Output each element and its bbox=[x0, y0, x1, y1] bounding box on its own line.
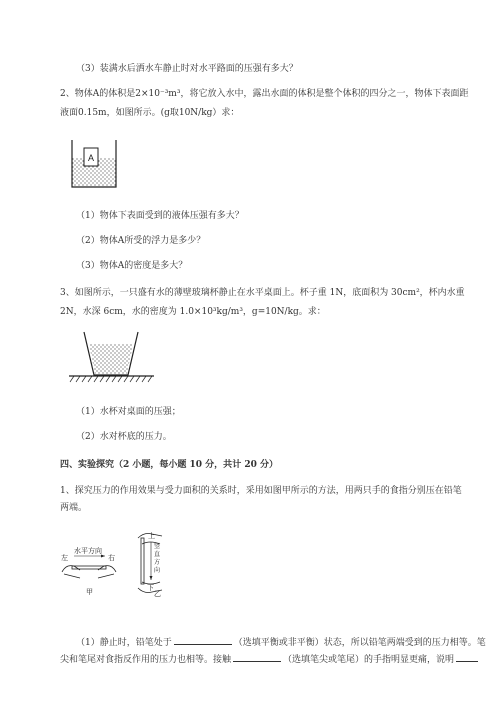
q3-stem-line1: 3、如图所示，一只盛有水的薄壁玻璃杯静止在水平桌面上。杯子重 1N，底面积为 30cm²，杯内水重 bbox=[60, 288, 465, 298]
block-a-label: A bbox=[87, 153, 95, 163]
q3-part2: （2）水对杯底的压力。 bbox=[76, 432, 172, 442]
exp1-q2-part-b: （选填笔尖或笔尾）的手指明显更痛，说明 bbox=[283, 655, 455, 665]
q2-part1: （1）物体下表面受到的液体压强有多大？ bbox=[76, 211, 244, 221]
pencil-press-figure bbox=[60, 528, 200, 603]
label-left: 左 bbox=[61, 554, 68, 562]
label-bottom: 下 bbox=[147, 584, 154, 592]
label-yi: 乙 bbox=[154, 590, 161, 598]
answer-blank-2[interactable] bbox=[233, 652, 281, 662]
exp1-q1-line2 bbox=[60, 652, 480, 666]
q3-part1: （1）水杯对桌面的压强； bbox=[76, 407, 181, 417]
exp1-q2-part-a: 尖和笔尾对食指反作用的压力也相等。接触 bbox=[60, 655, 232, 665]
label-vertical-2: 直 bbox=[154, 552, 161, 558]
exp1-stem-line2: 两端。 bbox=[60, 503, 88, 513]
q2-part2: （2）物体A所受的浮力是多少？ bbox=[76, 236, 206, 246]
label-vertical-3: 方 bbox=[154, 560, 161, 566]
exp1-q1-line1 bbox=[76, 635, 486, 649]
q2-stem-line1: 2、物体A的体积是2×10⁻³m³，将它放入水中，露出水面的体积是整个体积的四分之一，物体下表面距 bbox=[60, 89, 469, 99]
label-right: 右 bbox=[108, 554, 115, 562]
label-vertical-4: 向 bbox=[154, 568, 161, 574]
q2-stem-line2: 液面0.15m，如图所示。(g取10N/kg）求： bbox=[60, 108, 240, 118]
exp1-q1-part-a: （1）静止时，铅笔处于 bbox=[76, 638, 172, 648]
q3-stem-line2: 2N，水深 6cm，水的密度为 1.0×10³kg/m³，g=10N/kg。求： bbox=[60, 307, 326, 317]
q2-beaker-figure bbox=[66, 136, 122, 192]
q2-part3: （3）物体A的密度是多大？ bbox=[76, 261, 188, 271]
q3-glass-figure bbox=[66, 328, 156, 386]
section-4-title: 四、实验探究（2 小题，每小题 10 分，共计 20 分） bbox=[60, 460, 278, 470]
q-prev-part3: （3）装满水后洒水车静止时对水平路面的压强有多大？ bbox=[76, 64, 298, 74]
answer-blank-3[interactable] bbox=[456, 652, 478, 662]
label-top: 上 bbox=[148, 532, 155, 540]
answer-blank-1[interactable] bbox=[174, 635, 232, 645]
label-horizontal: 水平方向 bbox=[74, 547, 102, 555]
label-vertical-1: 竖 bbox=[154, 544, 161, 550]
exp1-q1-part-b: （选填平衡或非平衡）状态，所以铅笔两端受到的压力相等。笔 bbox=[233, 638, 486, 648]
label-jia: 甲 bbox=[86, 588, 93, 596]
exp1-stem-line1: 1、探究压力的作用效果与受力面积的关系时，采用如图甲所示的方法，用两只手的食指分别压在铅笔 bbox=[60, 486, 462, 496]
